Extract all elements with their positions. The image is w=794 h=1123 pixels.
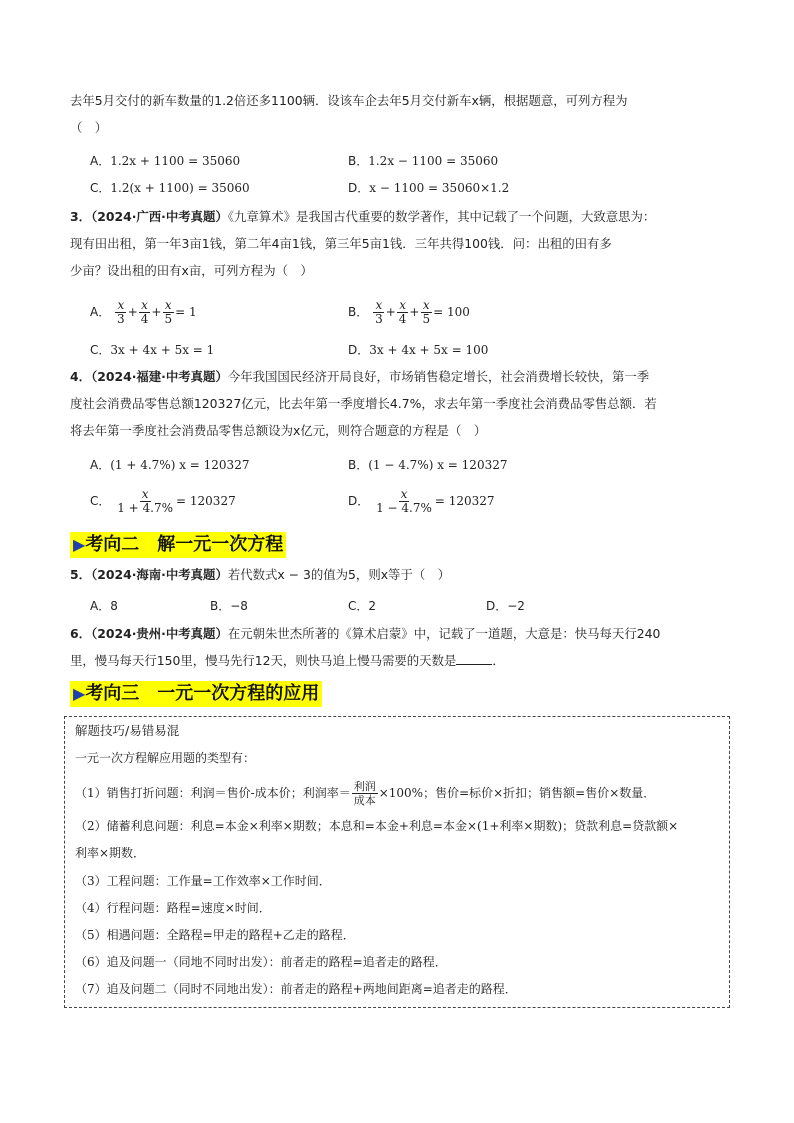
- tips-box: [64, 716, 730, 1008]
- plus-sign: +: [385, 305, 396, 319]
- tips-item-4: （4）行程问题：路程=速度×时间．: [75, 901, 271, 915]
- option-label: C．: [90, 494, 111, 508]
- q2-option-c[interactable]: [90, 178, 250, 198]
- question-text: 里，慢马每天行150里，慢马先行12天，则快马追上慢马需要的天数是: [70, 653, 457, 668]
- q2-option-b[interactable]: [348, 151, 498, 171]
- option-label: D．: [348, 343, 370, 357]
- fraction: [115, 488, 175, 515]
- tips-item-2-line1: （2）储蓄利息问题：利息=本金×利率×期数；本息和=本金+利息=本金×(1+利率×期数)；贷款利息=贷款额×: [75, 819, 679, 833]
- frac-denominator: 3: [117, 312, 125, 326]
- q3-option-d[interactable]: [348, 340, 488, 360]
- tips-item-2-line2: 利率×期数．: [75, 846, 146, 860]
- tips-item-5: （5）相遇问题：全路程=甲走的路程+乙走的路程．: [75, 928, 355, 942]
- frac-denominator: 5: [422, 312, 431, 326]
- answer-blank[interactable]: [456, 652, 492, 665]
- tips-title: 解题技巧/易错易混: [75, 723, 180, 738]
- option-expression: 1.2(x + 1100) = 35060: [110, 181, 250, 195]
- frac-denominator: 5: [164, 312, 173, 326]
- q3-option-b[interactable]: [348, 299, 470, 326]
- option-expression: (1 + 4.7%) x = 120327: [110, 458, 250, 472]
- q6-stem-line2: [70, 651, 505, 671]
- option-expression: (1 − 4.7%) x = 120327: [368, 458, 508, 472]
- question-text: 在元朝朱世杰所著的《算术启蒙》中，记载了一道题，大意是：快马每天行240: [227, 626, 661, 641]
- q5-option-a[interactable]: A．8: [90, 599, 118, 613]
- question-number: 3．: [70, 209, 92, 224]
- fraction: [139, 299, 151, 326]
- q5-option-d[interactable]: D．−2: [486, 599, 525, 613]
- q5-option-c[interactable]: C．2: [348, 599, 377, 613]
- tips-intro: 一元一次方程解应用题的类型有：: [75, 751, 256, 765]
- frac-numerator: x: [422, 298, 430, 312]
- option-rhs: = 100: [433, 305, 470, 319]
- option-expression: 3x + 4x + 5x = 1: [110, 343, 215, 357]
- option-rhs: = 120327: [176, 494, 236, 508]
- plus-sign: +: [127, 305, 138, 319]
- frac-denominator: 4: [398, 312, 407, 326]
- question-text: 今年我国国民经济开局良好，市场销售稳定增长，社会消费增长较快，第一季: [227, 369, 650, 384]
- option-expression: x − 1100 = 35060×1.2: [369, 181, 510, 195]
- q2-option-a[interactable]: [90, 151, 240, 171]
- q4-stem-line2: 度社会消费品零售总额120327亿元，比去年第一季度增长4.7%，求去年第一季度社会消费品零售总额．若: [70, 396, 657, 411]
- frac-numerator: x: [117, 298, 125, 312]
- question-source: （2024·福建·中考真题）: [91, 369, 228, 384]
- question-number: 4．: [70, 369, 92, 384]
- question-source: （2024·贵州·中考真题）: [91, 626, 228, 641]
- q2-option-d[interactable]: [348, 178, 509, 198]
- option-label: B．: [348, 154, 369, 168]
- option-label: C．: [90, 343, 111, 357]
- plus-sign: +: [409, 305, 420, 319]
- frac-numerator: x: [399, 298, 406, 312]
- option-expression: 1.2x − 1100 = 35060: [368, 154, 499, 168]
- option-label: B．: [348, 305, 369, 319]
- q2-paren: （ ）: [70, 120, 108, 135]
- frac-denominator: 成本: [353, 794, 376, 807]
- frac-denominator: 3: [375, 312, 383, 326]
- frac-numerator: x: [400, 487, 408, 501]
- frac-numerator: x: [141, 487, 149, 501]
- question-number: 6．: [70, 626, 92, 641]
- option-expression: 3x + 4x + 5x = 100: [369, 343, 489, 357]
- option-label: C．: [90, 181, 111, 195]
- option-expression: 1.2x + 1100 = 35060: [110, 154, 241, 168]
- q4-option-d[interactable]: [348, 488, 495, 515]
- frac-numerator: 利润: [353, 780, 376, 793]
- q5-option-b[interactable]: B．−8: [210, 599, 248, 613]
- q3-stem-line2: 现有田出租，第一年3亩1钱，第二年4亩1钱，第三年5亩1钱．三年共得100钱．问：出租的田有多: [70, 236, 612, 251]
- q4-option-c[interactable]: [90, 488, 236, 515]
- option-rhs: = 1: [175, 305, 197, 319]
- q5-stem: [70, 565, 450, 585]
- frac-denominator: 1 + 4.7%: [117, 501, 174, 515]
- section-heading-2: [70, 532, 286, 558]
- question-source: （2024·广西·中考真题）: [91, 209, 228, 224]
- question-text-end: ．: [492, 653, 505, 668]
- tip-text: ×100%；售价=标价×折扣；销售额=售价×数量．: [378, 786, 656, 800]
- heading-text: 考向二 解一元一次方程: [85, 534, 284, 555]
- fraction: [115, 299, 127, 326]
- tip-text: （1）销售打折问题：利润＝售价-成本价；利润率＝: [75, 786, 351, 800]
- q3-stem-line1: [70, 207, 655, 227]
- tips-item-1: [75, 780, 655, 807]
- section-heading-3: [70, 681, 322, 707]
- option-label: D．: [348, 181, 370, 195]
- option-label: A．: [90, 305, 111, 319]
- heading-text: 考向三 一元一次方程的应用: [85, 683, 320, 704]
- frac-numerator: x: [375, 298, 383, 312]
- option-label: A．: [90, 154, 111, 168]
- q4-stem-line3: 将去年第一季度社会消费品零售总额设为x亿元，则符合题意的方程是（ ）: [70, 423, 487, 438]
- tips-item-6: （6）追及问题一（同地不同时出发）：前者走的路程=追者走的路程．: [75, 955, 447, 969]
- q4-stem-line1: [70, 367, 649, 387]
- frac-numerator: x: [141, 298, 148, 312]
- triangle-icon: ▶: [73, 535, 86, 554]
- tips-item-7: （7）追及问题二（同时不同地出发）：前者走的路程+两地间距离=追者走的路程．: [75, 982, 517, 996]
- question-source: （2024·海南·中考真题）: [91, 567, 228, 582]
- fraction: [397, 299, 409, 326]
- frac-denominator: 1 − 4.7%: [376, 501, 432, 515]
- option-label: D．: [348, 494, 370, 508]
- q3-option-a[interactable]: [90, 299, 197, 326]
- fraction: [374, 488, 434, 515]
- fraction: [162, 299, 174, 326]
- q3-stem-line3: 少亩？设出租的田有x亩，可列方程为（ ）: [70, 263, 313, 278]
- triangle-icon: ▶: [73, 684, 86, 703]
- option-rhs: = 120327: [434, 494, 495, 508]
- fraction: [373, 299, 385, 326]
- q4-option-a[interactable]: [90, 455, 249, 475]
- option-label: A．: [90, 458, 111, 472]
- q2-stem-line1: 去年5月交付的新车数量的1.2倍还多1100辆．设该车企去年5月交付新车x辆，根据题意，可列方程为: [70, 93, 628, 108]
- frac-denominator: 4: [140, 312, 149, 326]
- q6-stem-line1: [70, 624, 660, 644]
- tips-item-3: （3）工程问题：工作量=工作效率×工作时间．: [75, 874, 331, 888]
- option-label: B．: [348, 458, 369, 472]
- q3-option-c[interactable]: [90, 340, 214, 360]
- question-text: 《九章算术》是我国古代重要的数学著作，其中记载了一个问题，大致意思为：: [227, 209, 656, 224]
- question-text: 若代数式x − 3的值为5，则x等于（ ）: [227, 567, 451, 582]
- q4-option-b[interactable]: [348, 455, 507, 475]
- frac-numerator: x: [164, 298, 172, 312]
- question-number: 5．: [70, 567, 92, 582]
- fraction: [420, 299, 432, 326]
- fraction: [352, 780, 378, 807]
- plus-sign: +: [151, 305, 162, 319]
